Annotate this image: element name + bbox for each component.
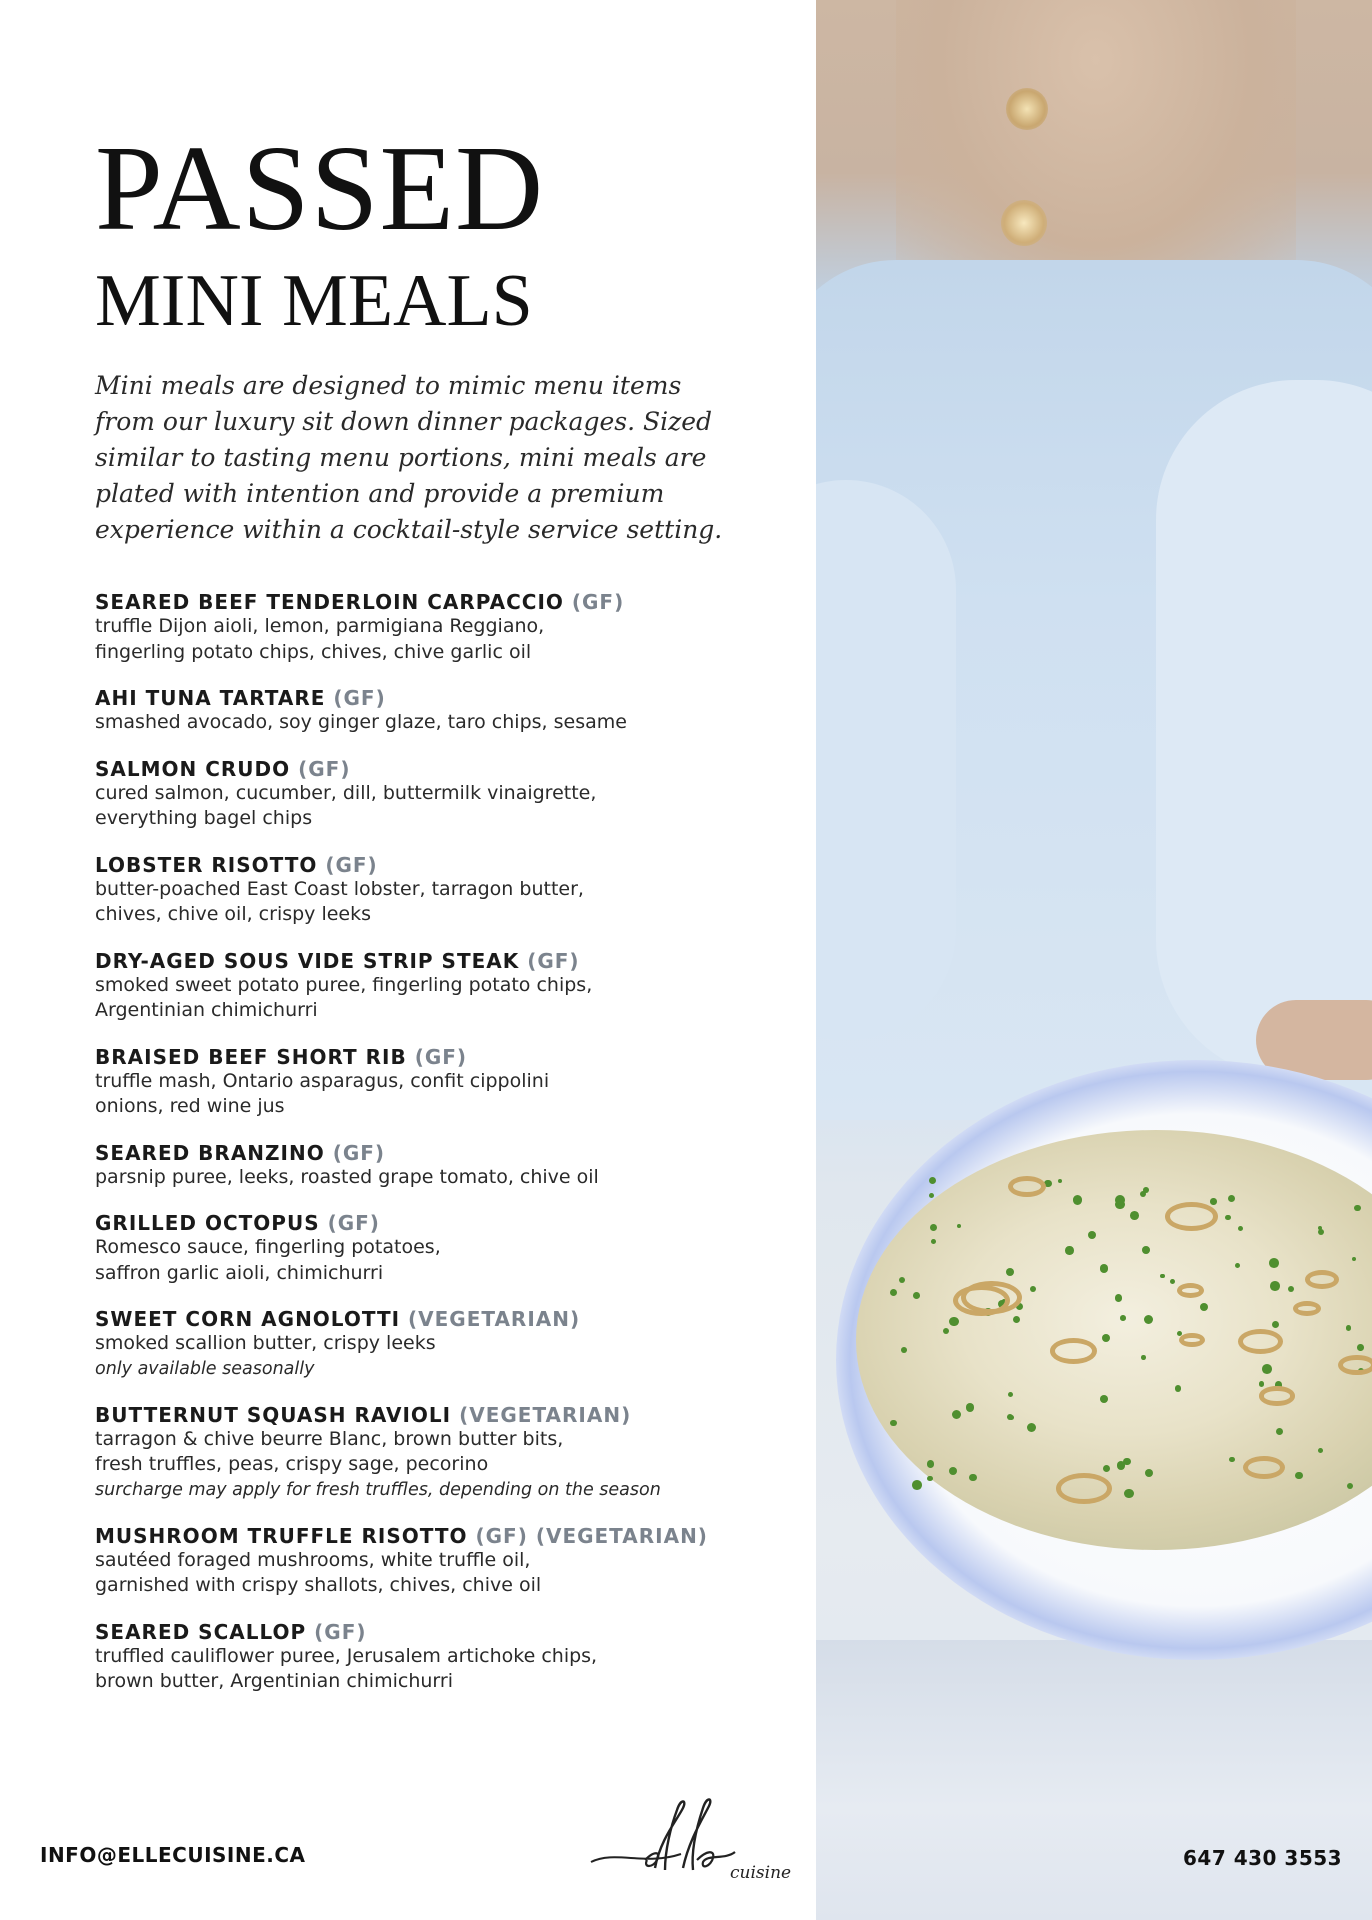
menu-item xyxy=(95,1045,795,1120)
menu-item-note: only available seasonally xyxy=(95,1358,315,1379)
menu-item-tag: (VEGETARIAN) xyxy=(408,1307,581,1331)
chive-piece xyxy=(1130,1211,1139,1220)
menu-item-title: AHI TUNA TARTARE xyxy=(95,686,326,710)
menu-item-title: SWEET CORN AGNOLOTTI xyxy=(95,1307,401,1331)
crispy-shallot xyxy=(1050,1338,1097,1364)
chive-piece xyxy=(1027,1423,1036,1432)
menu-item-tag: (GF) xyxy=(325,852,378,877)
menu-item-description: smashed avocado, soy ginger glaze, taro chips, sesame xyxy=(95,711,627,733)
menu-item-tag: (GF) xyxy=(527,948,580,973)
chive-piece xyxy=(1272,1321,1279,1328)
crispy-shallot xyxy=(1179,1333,1205,1347)
menu-item-tag: (GF) xyxy=(333,686,386,710)
menu-list xyxy=(95,590,795,1716)
chive-piece xyxy=(927,1460,935,1468)
menu-item xyxy=(95,686,795,736)
crispy-shallot xyxy=(1177,1283,1204,1298)
menu-item-name xyxy=(95,949,795,973)
menu-item-name xyxy=(95,757,795,781)
crispy-shallot xyxy=(1305,1270,1339,1289)
menu-item xyxy=(95,757,795,832)
chive-piece xyxy=(929,1177,936,1184)
menu-item-tag: (GF) xyxy=(298,756,351,781)
menu-item-description: fingerling potato chips, chives, chive garlic oil xyxy=(95,640,532,663)
menu-item-title: MUSHROOM TRUFFLE RISOTTO xyxy=(95,1523,468,1548)
menu-item-tag: (GF) xyxy=(332,1140,386,1165)
menu-item-name xyxy=(95,1524,795,1548)
chive-piece xyxy=(969,1474,977,1482)
menu-item-name xyxy=(95,1141,795,1165)
menu-item-description: garnished with crispy shallots, chives, chive oil xyxy=(95,1574,542,1596)
chive-piece xyxy=(1269,1258,1279,1268)
menu-item-description: butter-poached East Coast lobster, tarragon butter, xyxy=(95,877,584,900)
menu-item-name xyxy=(95,853,795,877)
menu-item-description: fresh truffles, peas, crispy sage, pecorino xyxy=(95,1453,489,1475)
menu-item-description: saffron garlic aioli, chimichurri xyxy=(95,1261,384,1284)
chive-piece xyxy=(1318,1448,1323,1453)
menu-item-name xyxy=(95,1045,795,1069)
chive-piece xyxy=(1346,1325,1351,1330)
chive-piece xyxy=(1225,1215,1230,1220)
menu-item-description: smoked sweet potato puree, fingerling potato chips, xyxy=(95,973,593,996)
menu-item-name xyxy=(95,686,795,710)
chive-piece xyxy=(1210,1198,1216,1204)
menu-item-note: surcharge may apply for fresh truffles, depending on the season xyxy=(95,1479,661,1500)
menu-item xyxy=(95,590,795,665)
chive-piece xyxy=(1295,1472,1302,1479)
chive-piece xyxy=(929,1193,934,1198)
chive-piece xyxy=(1318,1229,1324,1235)
menu-item-description: everything bagel chips xyxy=(95,807,313,829)
chive-piece xyxy=(1141,1355,1146,1360)
chive-piece xyxy=(966,1403,974,1411)
menu-item-description: brown butter, Argentinian chimichurri xyxy=(95,1670,453,1692)
menu-item-title: LOBSTER RISOTTO xyxy=(95,852,318,877)
menu-item xyxy=(95,1620,795,1695)
menu-item-description: truffled cauliflower puree, Jerusalem artichoke chips, xyxy=(95,1644,598,1667)
page-subtitle: MINI MEALS xyxy=(95,260,533,342)
menu-item-title: SEARED SCALLOP xyxy=(95,1619,307,1644)
menu-item-description: sautéed foraged mushrooms, white truffle oil, xyxy=(95,1548,531,1571)
menu-item-description: parsnip puree, leeks, roasted grape tomato, chive oil xyxy=(95,1165,599,1188)
chive-piece xyxy=(1100,1264,1109,1273)
chive-piece xyxy=(1175,1385,1181,1391)
menu-item-name xyxy=(95,1211,795,1235)
chive-piece xyxy=(1008,1392,1013,1397)
menu-item-description: Argentinian chimichurri xyxy=(95,999,318,1021)
menu-item-description: truffle Dijon aioli, lemon, parmigiana Reggiano, xyxy=(95,615,545,637)
crispy-shallot xyxy=(1243,1456,1285,1479)
crispy-shallot xyxy=(1238,1329,1283,1354)
menu-item-name xyxy=(95,590,795,614)
menu-item-description: smoked scallion butter, crispy leeks xyxy=(95,1332,436,1354)
chive-piece xyxy=(1115,1195,1125,1205)
chive-piece xyxy=(1238,1226,1243,1231)
menu-item xyxy=(95,1524,795,1599)
chive-piece xyxy=(901,1347,907,1353)
chive-piece xyxy=(930,1224,937,1231)
food-photo xyxy=(816,0,1372,1920)
chive-piece xyxy=(949,1317,959,1327)
chive-piece xyxy=(1144,1315,1153,1324)
chive-piece xyxy=(1117,1461,1125,1469)
menu-item-description: onions, red wine jus xyxy=(95,1095,285,1117)
menu-item xyxy=(95,1403,795,1503)
menu-item-name xyxy=(95,1307,795,1331)
menu-item-description: chives, chive oil, crispy leeks xyxy=(95,903,372,925)
menu-item-description: Romesco sauce, fingerling potatoes, xyxy=(95,1236,441,1258)
menu-item-description: truffle mash, Ontario asparagus, confit cippolini xyxy=(95,1069,550,1092)
menu-item-tag: (GF) xyxy=(571,590,625,614)
menu-item xyxy=(95,1211,795,1286)
chive-piece xyxy=(1270,1281,1280,1291)
chive-piece xyxy=(1160,1274,1164,1278)
menu-item xyxy=(95,853,795,928)
chive-piece xyxy=(912,1480,922,1490)
chive-piece xyxy=(899,1277,905,1283)
chive-piece xyxy=(1100,1395,1108,1403)
page-title: PASSED xyxy=(95,121,545,256)
chive-piece xyxy=(1354,1205,1360,1211)
menu-item-description: tarragon & chive beurre Blanc, brown butter bits, xyxy=(95,1427,564,1450)
dress-button xyxy=(1001,200,1047,246)
chive-piece xyxy=(1259,1381,1265,1387)
chive-piece xyxy=(1200,1303,1209,1312)
menu-item-name xyxy=(95,1403,795,1427)
necklace-pendant xyxy=(1006,88,1048,130)
chive-piece xyxy=(1115,1294,1122,1301)
menu-item-description: cured salmon, cucumber, dill, buttermilk vinaigrette, xyxy=(95,781,597,804)
crispy-shallot xyxy=(1338,1355,1372,1376)
menu-item-title: BUTTERNUT SQUASH RAVIOLI xyxy=(95,1402,452,1427)
menu-item-tag: (VEGETARIAN) xyxy=(459,1402,632,1427)
chive-piece xyxy=(1030,1286,1036,1292)
menu-item-tag: (GF) xyxy=(314,1619,367,1644)
crispy-shallot xyxy=(961,1281,1022,1314)
menu-item-title: SALMON CRUDO xyxy=(95,756,291,781)
menu-item-title: GRILLED OCTOPUS xyxy=(95,1211,320,1235)
crispy-shallot xyxy=(1165,1202,1217,1231)
menu-item-tag: (GF) xyxy=(327,1211,380,1235)
menu-item-tag: (GF) xyxy=(414,1044,468,1069)
chive-piece xyxy=(1120,1315,1126,1321)
chive-piece xyxy=(949,1467,957,1475)
chive-piece xyxy=(1142,1246,1150,1254)
chive-piece xyxy=(1124,1489,1133,1498)
chive-piece xyxy=(931,1239,936,1244)
intro-paragraph: Mini meals are designed to mimic menu items from our luxury sit down dinner packages. Sized similar to tasting menu portions, mini meals are plated with intention and provide a premium experience within a cocktail-style service setting. xyxy=(95,371,723,544)
svg-text:cuisine: cuisine xyxy=(730,1863,792,1883)
chive-piece xyxy=(1229,1457,1234,1462)
menu-item xyxy=(95,1307,795,1382)
chive-piece xyxy=(1088,1231,1096,1239)
menu-item-title: DRY-AGED SOUS VIDE STRIP STEAK xyxy=(95,948,520,973)
menu-item-title: SEARED BEEF TENDERLOIN CARPACCIO xyxy=(95,590,564,614)
menu-item-title: SEARED BRANZINO xyxy=(95,1140,325,1165)
crispy-shallot xyxy=(1259,1386,1294,1405)
chive-piece xyxy=(1073,1195,1082,1204)
elle-cuisine-logo xyxy=(585,1780,795,1890)
chive-piece xyxy=(1357,1344,1364,1351)
menu-item-tag: (GF) (VEGETARIAN) xyxy=(475,1523,708,1548)
menu-item xyxy=(95,949,795,1024)
footer-email[interactable]: INFO@ELLECUISINE.CA xyxy=(40,1843,306,1867)
chive-piece xyxy=(1007,1414,1013,1420)
crispy-shallot xyxy=(1056,1473,1113,1504)
footer-phone[interactable]: 647 430 3553 xyxy=(1183,1846,1343,1870)
chive-piece xyxy=(913,1292,920,1299)
menu-item xyxy=(95,1141,795,1191)
chive-piece xyxy=(927,1476,932,1481)
chive-piece xyxy=(1065,1246,1073,1254)
menu-item-name xyxy=(95,1620,795,1644)
menu-item-title: BRAISED BEEF SHORT RIB xyxy=(95,1044,407,1069)
